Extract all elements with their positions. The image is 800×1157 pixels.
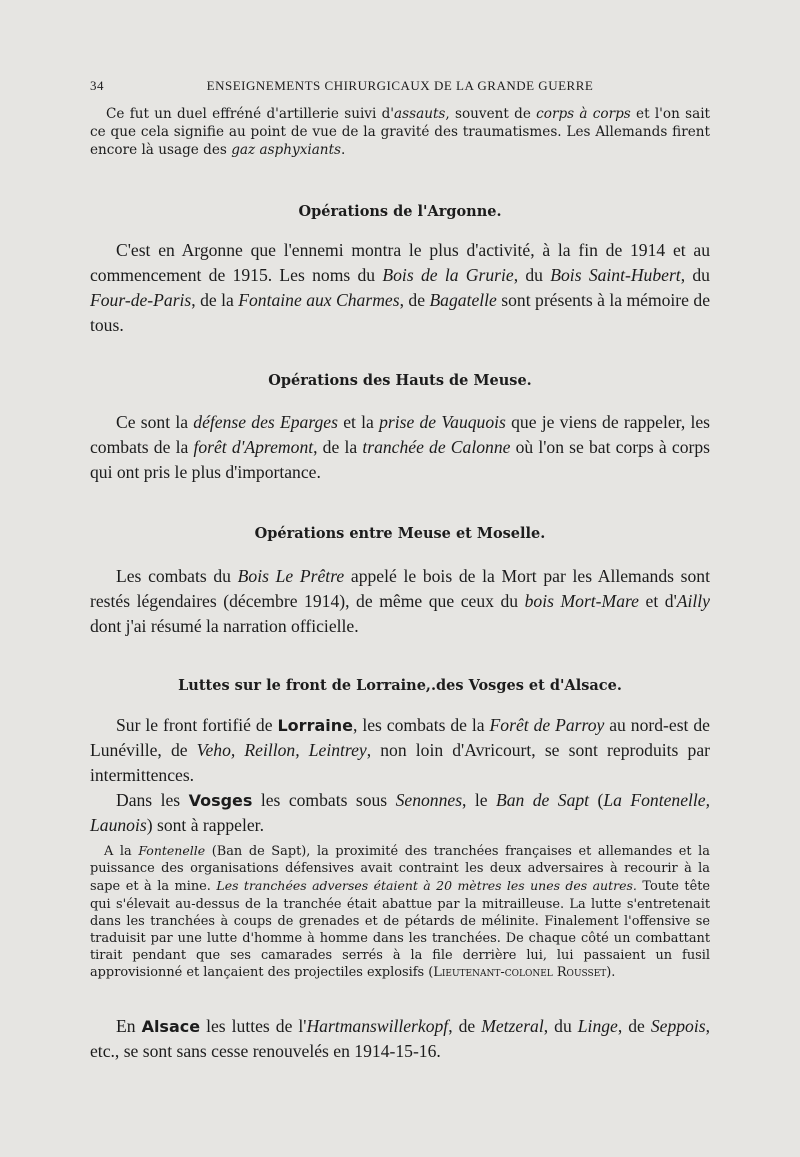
footnote-paragraph (90, 842, 710, 982)
italic-run: défense des Eparges (193, 412, 338, 432)
bold-run: Lorraine (277, 716, 353, 735)
text-run: , non loin d'Avricourt, se sont reproduits par intermittences. (90, 740, 710, 785)
section-body-lorraine (90, 713, 710, 838)
text-run: ( (589, 790, 604, 810)
running-title: ENSEIGNEMENTS CHIRURGICAUX DE LA GRANDE GUERRE (206, 78, 594, 93)
text-run: , le (462, 790, 496, 810)
text-run: , de (448, 1016, 482, 1036)
italic-run: Senonnes (395, 790, 463, 810)
text-run: où l'on se bat corps à corps qui ont pris le plus d'importance. (90, 437, 710, 482)
section-body-alsace (90, 1014, 710, 1064)
italic-run: La Fontenelle, Launois (90, 790, 711, 835)
italic-run: Bois de la Grurie (382, 265, 514, 285)
text-run: les combats sous (252, 790, 396, 810)
text-run: , du (543, 1016, 578, 1036)
text-run: , les combats de la (352, 715, 490, 735)
italic-run: tranchée de Calonne (362, 437, 511, 457)
text-run: ). (606, 965, 616, 981)
italic-run: prise de Vauquois (379, 412, 506, 432)
page-number: 34 (90, 78, 104, 93)
italic-run: Hartmanswillerkopf (306, 1016, 449, 1036)
italic-run: forêt d'Apremont (193, 437, 314, 457)
italic-run: Linge (577, 1016, 618, 1036)
italic-run: bois Mort-Mare (524, 591, 639, 611)
text-run: , souvent de (445, 106, 537, 122)
italic-run: Fontenelle (138, 843, 206, 858)
text-run: les luttes de l' (200, 1016, 307, 1036)
italic-run: assauts (394, 106, 446, 122)
italic-run: Seppois (650, 1016, 706, 1036)
italic-run: Veho, Reillon, Leintrey (196, 740, 367, 760)
italic-run: Forêt de Parroy (489, 715, 605, 735)
text-run: , de la (313, 437, 363, 457)
text-run: Les combats du (116, 566, 238, 586)
text-run: , du (680, 265, 710, 285)
italic-run: Fontaine aux Charmes (238, 290, 400, 310)
author-credit: Lieutenant-colonel Rousset (433, 965, 607, 981)
text-run: C'est en Argonne que l'ennemi montra le plus d'activité, à la fin de 1914 et au commencement de 1915. Les noms du (90, 240, 710, 285)
text-run: Sur le front fortifié de (116, 715, 278, 735)
italic-run: corps à corps (536, 106, 631, 122)
section-title-hauts-de-meuse: Opérations des Hauts de Meuse. (268, 372, 532, 389)
text-run: , etc., se sont sans cesse renouvelés en 1914-15-16. (90, 1016, 710, 1061)
page-header (90, 78, 710, 94)
text-run: et la (337, 412, 380, 432)
text-run: appelé le bois de la Mort par les Allemands sont restés légendaires (décembre 1914), de même que ceux du (90, 566, 710, 611)
text-run: ) sont à rappeler. (146, 815, 264, 835)
section-body-argonne (90, 238, 710, 338)
text-run: . (341, 142, 346, 158)
section-title-argonne: Opérations de l'Argonne. (298, 203, 502, 220)
section-title-meuse-moselle: Opérations entre Meuse et Moselle. (254, 525, 546, 542)
text-run: En (116, 1016, 142, 1036)
text-run: et d' (639, 591, 677, 611)
text-run: Toute tête qui s'élevait au-dessus de la tranchée était abattue par la mitrailleuse. La lutte s'entretenait dans les tranchées à coups de grenades et de pétards de mélinite. Finalement l'offensive se traduisit par une lutte d'homme à homme dans les tranchées. De chaque côté un combattant tirait pendant que ses camarades serrés à la file derrière lui, lui passaient un fusil approvisionné et lançaient des projectiles explosifs ( (90, 879, 711, 981)
text-run: et l'on sait ce que cela signifie au point de vue de la gravité des traumatismes. Les Allemands firent encore là usage des (90, 106, 711, 158)
text-run: sont présents à la mémoire de tous. (90, 290, 711, 335)
italic-run: Bois Le Prêtre (237, 566, 345, 586)
intro-paragraph (90, 105, 710, 159)
section-body-meuse-moselle (90, 564, 710, 639)
italic-run: Bagatelle (429, 290, 497, 310)
italic-run: Ailly (676, 591, 710, 611)
bold-run: Alsace (141, 1017, 201, 1036)
section-title-lorraine: Luttes sur le front de Lorraine,.des Vosges et d'Alsace. (178, 677, 622, 694)
section-body-hauts-de-meuse (90, 410, 710, 485)
text-run: A la (104, 844, 139, 859)
italic-run: Ban de Sapt (496, 790, 590, 810)
text-run: Ce sont la (116, 412, 194, 432)
text-run: Dans les (116, 790, 189, 810)
text-run: (Ban de Sapt), la proximité des tranchées françaises et allemandes et la puissance des organisations défensives avait contraint les deux adversaires à recourir à la sape et à la mine. (90, 844, 710, 895)
text-run: , de (399, 290, 430, 310)
italic-run: gaz asphyxiants (231, 142, 342, 158)
text-run: , de (617, 1016, 651, 1036)
text-run: , du (513, 265, 551, 285)
text-run: au nord-est de Lunéville, de (90, 715, 710, 760)
italic-run: Metzeral (481, 1016, 544, 1036)
text-run: que je viens de rappeler, les combats de la (90, 412, 711, 457)
bold-run: Vosges (188, 791, 253, 810)
text-run: dont j'ai résumé la narration officielle. (90, 616, 359, 636)
text-run: , de la (191, 290, 239, 310)
italic-run: Four-de-Paris (90, 290, 192, 310)
text-run: Ce fut un duel effréné d'artillerie suivi d' (106, 106, 395, 122)
italic-run: Les tranchées adverses étaient à 20 mètres les unes des autres. (216, 878, 637, 894)
italic-run: Bois Saint-Hubert (550, 265, 681, 285)
